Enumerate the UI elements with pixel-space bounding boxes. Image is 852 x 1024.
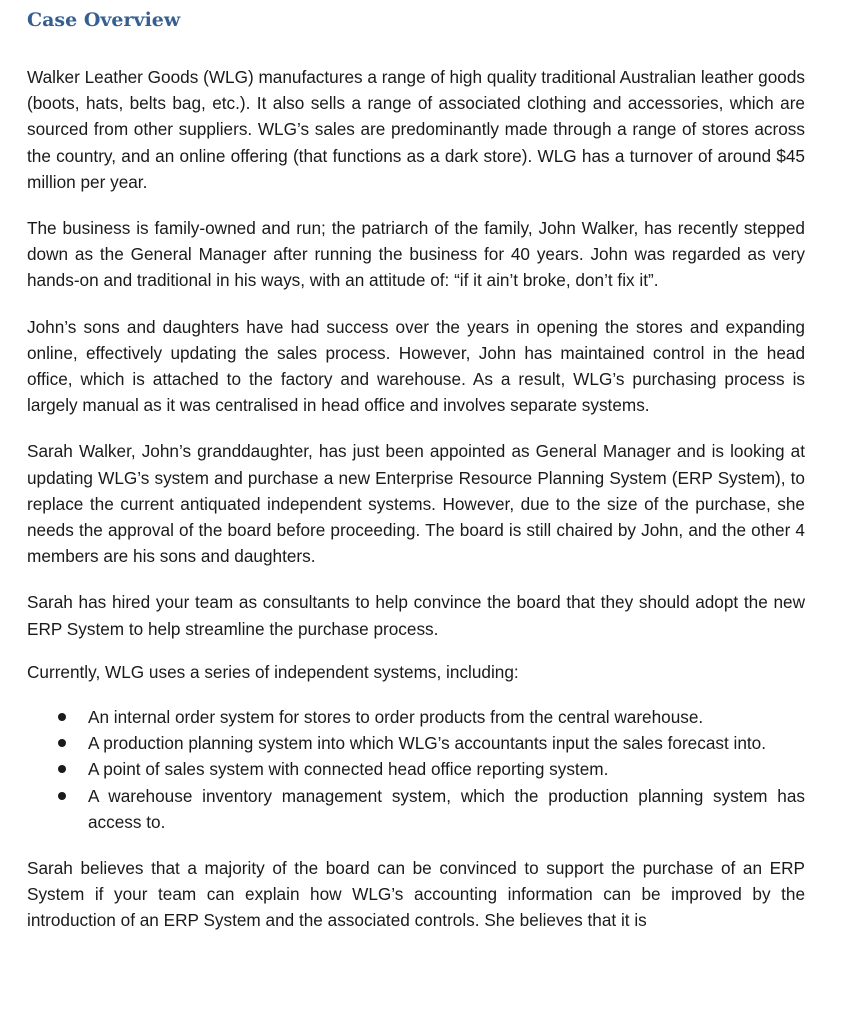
paragraph-consultants: Sarah has hired your team as consultants to help convince the board that they should adopt the new ERP System to help streamline the purchase process.	[27, 592, 805, 639]
list-item-text: An internal order system for stores to order products from the central warehouse.	[88, 707, 704, 728]
list-item	[27, 704, 805, 730]
list-item	[27, 756, 805, 782]
paragraph-company-intro: Walker Leather Goods (WLG) manufactures a range of high quality traditional Australian leather goods (boots, hats, belts bag, etc.). It also sells a range of associated clothing and accessories, which are sourced from other suppliers. WLG’s sales are predominantly made through a range of stores across the country, and an online offering (that functions as a dark store). WLG has a turnover of around $45 million per year.	[27, 67, 805, 192]
section-heading: Case Overview	[27, 9, 181, 31]
list-item	[27, 730, 805, 756]
paragraph-board-support: Sarah believes that a majority of the board can be convinced to support the purchase of an ERP System if your team can explain how WLG’s accounting information can be improved by the introduction of an ERP System and the associated controls. She believes that it is	[27, 858, 805, 931]
bullet-icon	[58, 713, 66, 721]
paragraph-current-systems: Currently, WLG uses a series of independent systems, including:	[27, 661, 519, 682]
list-item-text: A warehouse inventory management system, which the production planning system has access to.	[88, 785, 805, 832]
list-item-text: A point of sales system with connected head office reporting system.	[88, 759, 609, 780]
paragraph-family-business: The business is family-owned and run; the patriarch of the family, John Walker, has recently stepped down as the General Manager after running the business for 40 years. John was regarded as very hands-on and traditional in his ways, with an attitude of: “if it ain’t broke, don’t fix it”.	[27, 218, 805, 291]
paragraph-general-manager: Sarah Walker, John’s granddaughter, has just been appointed as General Manager and is looking at updating WLG’s system and purchase a new Enterprise Resource Planning System (ERP System), to replace the current antiquated independent systems. However, due to the size of the purchase, she needs the approval of the board before proceeding. The board is still chaired by John, and the other 4 members are his sons and daughters.	[27, 441, 805, 567]
list-item	[27, 783, 805, 835]
document-page	[27, 0, 805, 934]
systems-list	[27, 704, 805, 835]
paragraph-sales-process: John’s sons and daughters have had success over the years in opening the stores and expanding online, effectively updating the sales process. However, John has maintained control in the head office, which is attached to the factory and warehouse. As a result, WLG’s purchasing process is largely manual as it was centralised in head office and involves separate systems.	[27, 316, 805, 416]
bullet-icon	[58, 792, 66, 800]
bullet-icon	[58, 765, 66, 773]
bullet-icon	[58, 739, 66, 747]
list-item-text: A production planning system into which WLG’s accountants input the sales forecast into.	[88, 733, 767, 754]
